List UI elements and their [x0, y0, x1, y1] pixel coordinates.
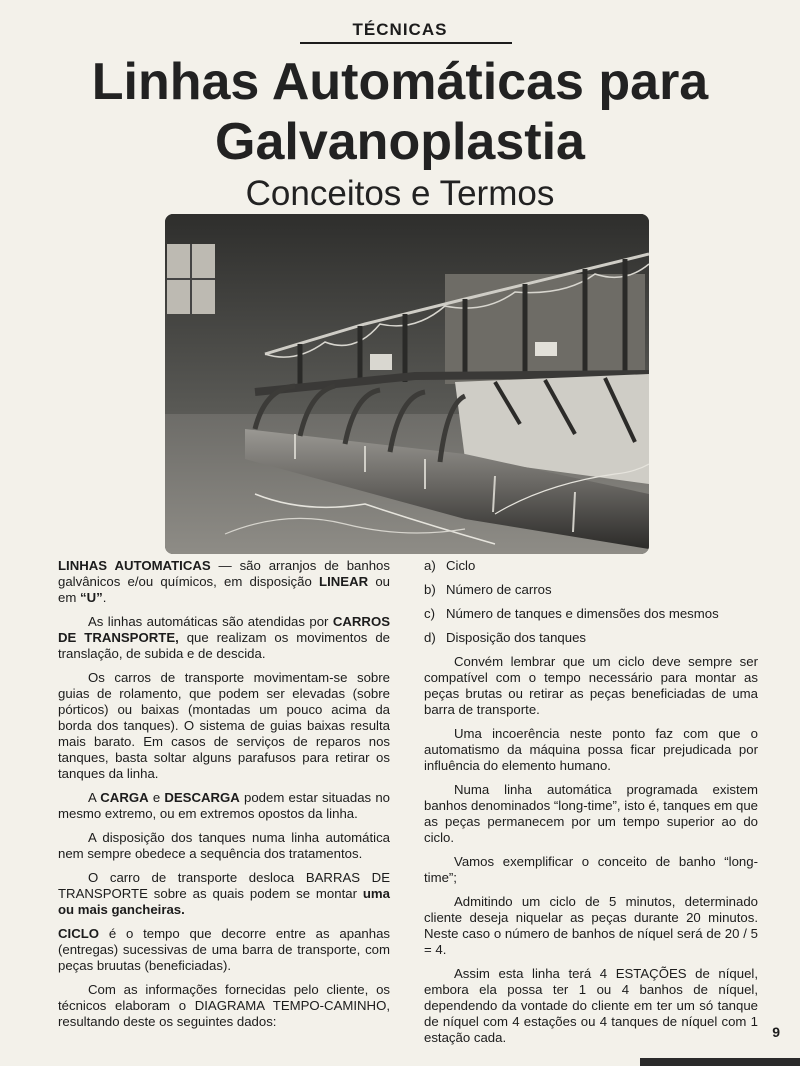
list-item: c) Número de tanques e dimensões dos mesmos [424, 606, 719, 621]
bottom-print-mark [640, 1058, 800, 1066]
paragraph-ciclo: CICLO é o tempo que decorre entre as apanhas (entregas) sucessivas de uma barra de transporte, com peças bruutas (beneficiadas). [58, 926, 390, 973]
paragraph-barras: O carro de transporte desloca BARRAS DE TRANSPORTE sobre as quais podem se montar uma ou mais gancheiras. [58, 870, 390, 917]
list-item: d) Disposição dos tanques [424, 630, 587, 645]
photo-illustration [165, 214, 649, 554]
page-title [0, 52, 800, 172]
paragraph-carros: As linhas automáticas são atendidas por CARROS DE TRANSPORTE, que realizam os movimentos de translação, de subida e de descida. [58, 614, 391, 661]
paragraph-disposicao: A disposição dos tanques numa linha automática nem sempre obedece a sequência dos tratamentos. [58, 830, 390, 861]
paragraph-diagrama: Com as informações fornecidas pelo cliente, os técnicos elaboram o DIAGRAMA TEMPO-CAMINHO, resultando deste os seguintes dados: [58, 982, 390, 1029]
paragraph-incoerencia: Uma incoerência neste ponto faz com que o automatismo da máquina possa ficar prejudicada por influência do elemento humano. [424, 726, 758, 773]
paragraph-definition-linhas: LINHAS AUTOMATICAS — são arranjos de banhos galvânicos e/ou químicos, em disposição LINEAR ou em “U”. [58, 558, 390, 605]
paragraph-carga: A CARGA e DESCARGA podem estar situadas no mesmo extremo, ou em extremos opostos da linha. [58, 790, 390, 821]
page-number: 9 [772, 1024, 780, 1040]
list-item: a) Ciclo [424, 558, 476, 573]
section-label: TÉCNICAS [352, 20, 448, 39]
paragraph-calculo: Admitindo um ciclo de 5 minutos, determinado cliente deseja niquelar as peças durante 20 minutos. Neste caso o número de banhos de níquel será de 20 / 5 = 4. [424, 894, 758, 957]
section-rule [300, 42, 512, 44]
left-column [58, 558, 390, 1038]
paragraph-guias: Os carros de transporte movimentam-se sobre guias de rolamento, que podem ser elevadas (sobre pórticos) ou baixas (montadas um pouco acima da borda dos tanques). O sistema de guias baixas resulta mais barato. Em casos de serviços de reparos nos tanques, basta soltar alguns parafusos para retirar os tanques da linha. [58, 670, 390, 781]
right-column [424, 558, 758, 1054]
paragraph-long-time: Numa linha automática programada existem banhos denominados “long-time”, isto é, tanques em que as peças permanecem por um tempo superior ao do ciclo. [424, 782, 758, 845]
list-item: b) Número de carros [424, 582, 552, 597]
paragraph-estacoes: Assim esta linha terá 4 ESTAÇÕES de níquel, embora ela possa ter 1 ou 4 banhos de níquel, dependendo da vontade do cliente em ter um só tanque de níquel com 4 estações ou 4 tanques de níquel com 1 estação cada. [424, 966, 758, 1045]
page-subtitle: Conceitos e Termos [245, 174, 555, 213]
paragraph-exemplo: Vamos exemplificar o conceito de banho “long-time”; [424, 854, 758, 885]
title-line-1: Linhas Automáticas para [91, 53, 709, 111]
paragraph-ciclo-compativel: Convém lembrar que um ciclo deve sempre ser compatível com o tempo necessário para montar as peças brutas ou retirar as peças beneficiadas de uma barra de transporte. [424, 654, 758, 717]
galvanoplasty-line-photo [165, 214, 649, 554]
title-line-2: Galvanoplastia [215, 113, 585, 171]
term-linhas-automaticas: LINHAS AUTOMATICAS [58, 558, 211, 573]
